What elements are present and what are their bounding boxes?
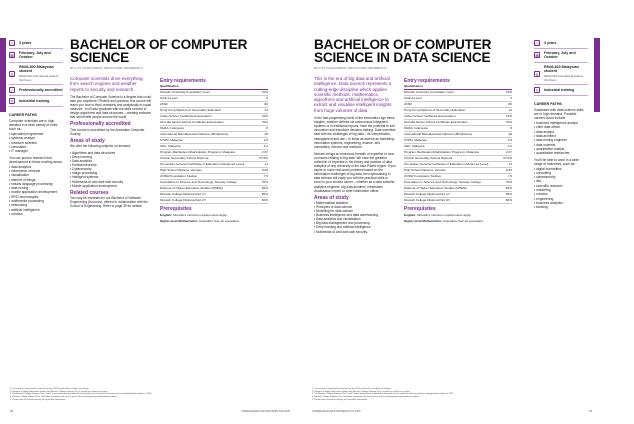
qualification-name: GCE A Level xyxy=(404,96,422,100)
qualification-score: 14 xyxy=(264,108,268,112)
course-info-sidebar xyxy=(9,38,63,218)
career-intro: Computer scientists are in high demand in a wide variety of roles, such as: xyxy=(9,118,59,132)
qualification-name: Hong Kong Diploma of Secondary Education xyxy=(160,108,222,112)
info-subvalue: RM40,640 International student (Full fees) xyxy=(19,73,59,83)
qualification-name: Monash University Foundation Year¹ xyxy=(404,90,454,94)
qualification-score: 70% xyxy=(505,114,512,118)
list-item: • Data analytics and visualisation xyxy=(314,217,396,221)
course-codes: MTU | PT | SCHOLARSHIP | CRICOS CODE: MAN4MM200 CI xyxy=(314,67,387,70)
info-value: Industrial training xyxy=(544,88,575,93)
qualification-score: 28 xyxy=(508,132,512,136)
qualification-name: Indian School Certificate Examination xyxy=(404,114,456,118)
info-value: Professionally accredited xyxy=(19,88,63,93)
qualification-name: Foundation in Science and Technology, Sunway College xyxy=(160,180,237,184)
qualification-name: STPM, Malaysia xyxy=(404,138,427,142)
course-title: BACHELOR OF COMPUTER SCIENCE xyxy=(70,37,248,65)
qualification-score: 4.2 xyxy=(507,144,512,148)
qualification-score: 2.5 xyxy=(507,138,512,142)
info-row xyxy=(9,49,63,63)
list-item: • Mathematical statistics xyxy=(314,201,396,205)
qualification-name: International Baccalaureate Diploma (IB Diploma) xyxy=(404,132,472,136)
qualification-score: 70% xyxy=(261,90,268,94)
entry-requirements-heading: Entry requirements xyxy=(404,78,450,84)
career-intro-2: You can pursue research and development in these exciting areas: xyxy=(9,155,63,164)
course-intro: Computer scientists drive everything, from search engines and weather reports to security and research. xyxy=(70,76,144,92)
info-row xyxy=(9,85,63,96)
career-list xyxy=(9,132,63,153)
qualification-name: High School Diploma, Vietnam xyxy=(160,168,202,172)
list-item: • artificial intelligence xyxy=(9,208,63,212)
prereq-maths: Higher level Mathematics: Australian Year 12 equivalent. xyxy=(404,218,484,223)
related-courses-text: You may be interested in our Bachelor of Software Engineering (Honours), offered in collaboration with the School of Engineering. Refer to page 39 for details. xyxy=(70,195,148,209)
calendar-icon: ▦ xyxy=(10,53,14,59)
qualification-score: 65% xyxy=(505,186,512,190)
footnotes xyxy=(10,388,280,402)
qualification-score: 67.5% xyxy=(503,156,512,160)
footer-title: UNDERGRADUATE PROSPECTUS 2025 xyxy=(312,410,361,413)
list-item: • Modelling for data science xyxy=(314,209,396,213)
info-row xyxy=(534,63,588,86)
list-item: • data scientist xyxy=(534,143,588,147)
footnote: 4. Monash College Diploma Part 1 provides a pathway into the first year of the corresponding undergraduate studies. xyxy=(10,396,118,399)
footnote: 1. The entrance requirements listed are for the 2025 intake and are subject to change. xyxy=(312,388,392,390)
qualification-score: 2.67 xyxy=(261,150,268,154)
qualification-name: GCE A Level xyxy=(160,96,178,100)
qualification-score: 80 xyxy=(508,102,512,106)
prereq-english: English: Monash's minimum requirements apply. xyxy=(404,212,472,217)
list-item: • research scientist xyxy=(9,141,63,145)
info-row xyxy=(534,85,588,96)
info-row xyxy=(9,63,63,86)
list-item: • Principles of data science xyxy=(314,205,396,209)
section-tab xyxy=(594,38,633,112)
list-item: • quantitative researcher. xyxy=(534,151,588,155)
list-item: • Cybersecurity xyxy=(70,167,152,171)
list-item: • Multimedia AI and dark side security xyxy=(70,180,152,184)
qualification-score: 11 xyxy=(264,162,268,166)
list-item: • visualisation xyxy=(9,173,63,177)
section-tab-label: INFORMATION TECHNOLOGY xyxy=(629,49,633,101)
list-item: • IT manager. xyxy=(9,149,63,153)
qualification-name: Monash College Diploma Part 1²³ xyxy=(160,192,206,196)
list-item: • consulting xyxy=(534,171,588,175)
section-tab xyxy=(0,38,6,112)
footer-title: UNDERGRADUATE PROSPECTUS 2025 xyxy=(241,410,290,413)
qualification-score: 11 xyxy=(508,162,512,166)
money-icon: $ xyxy=(535,71,539,77)
qualification-name: Sri Lankan General Certificate of Education (Advanced Level) xyxy=(160,162,245,166)
qualification-name: Program Matrikulasi (Matrikulation Program), Malaysia xyxy=(404,150,479,154)
qualification-score: 7.5 xyxy=(263,174,268,178)
qualification-score: 65% xyxy=(261,192,268,196)
qualification-score: 28 xyxy=(264,132,268,136)
body-paragraph: The Bachelor of Computer Science is a degree that could take you anywhere. Flexible and practical, this course will teach you how to think creatively and analytically to equal measure. You'll also graduate with the skills needed to design algorithms and data structures – creating software that will benefit people around the world. xyxy=(70,94,151,120)
qualification-name: ATAR xyxy=(404,102,412,106)
info-text xyxy=(19,51,63,60)
qualification-score: 70% xyxy=(505,90,512,94)
info-row xyxy=(9,38,63,49)
right-page xyxy=(300,0,633,424)
table-row xyxy=(160,198,268,204)
info-subvalue: RM40,640 International student (Full fees) xyxy=(544,73,584,83)
qualification-score: 8.25 xyxy=(261,168,268,172)
info-text xyxy=(544,51,588,60)
footnote: 1. The entrance requirements listed are for the 2025 intake and are subject to change. xyxy=(10,388,90,390)
list-item: • quantitative analyst xyxy=(534,147,588,151)
badge-icon: ✓ xyxy=(10,88,14,94)
qualification-name: Program Matrikulasi (Matrikulation Program), Malaysia xyxy=(160,150,235,154)
areas-of-study-intro: We offer the following subjects on demand: xyxy=(70,143,131,148)
course-main xyxy=(314,38,524,234)
info-text xyxy=(19,65,63,83)
footnotes xyxy=(312,388,582,402)
qualification-name: SMA3, Indonesia xyxy=(160,126,184,130)
qualification-score: 80 xyxy=(264,102,268,106)
entry-requirements xyxy=(404,76,512,234)
money-icon: $ xyxy=(10,71,14,77)
list-item: • digital humanities xyxy=(534,167,588,171)
career-list-2 xyxy=(534,167,588,210)
list-item: • data mining xyxy=(9,186,63,190)
entry-requirements xyxy=(160,76,268,223)
qualification-name: All India Senior School Certificate Examination xyxy=(160,120,224,124)
qualification-score: 14 xyxy=(508,108,512,112)
footnote: 5. Please refer to monash.edu.my for up-to-date information. xyxy=(10,398,66,401)
list-item: • consultant xyxy=(9,145,63,149)
course-main xyxy=(70,38,280,223)
qualification-name: International Baccalaureate Diploma (IB Diploma) xyxy=(160,132,228,136)
qualification-score: 2.67 xyxy=(505,150,512,154)
info-text xyxy=(544,65,588,83)
info-value: RM46,820 Malaysian student xyxy=(544,64,579,74)
list-item: • marketing xyxy=(534,188,588,192)
list-item: • specialist programmer xyxy=(9,132,63,136)
accreditation-text: This course is accredited by the Australian Computer Society. xyxy=(70,127,145,136)
list-item: • Multimedia AI and dark side security. xyxy=(314,230,396,234)
training-icon: ✎ xyxy=(535,88,539,94)
list-item: • systems analyst xyxy=(9,136,63,140)
qualification-score: 8 xyxy=(266,126,268,130)
qualification-score: 65% xyxy=(505,192,512,196)
list-item: • chief data officer xyxy=(534,125,588,129)
left-page xyxy=(0,0,300,424)
info-value: February, July and October xyxy=(544,51,576,60)
qualification-name: Monash University Foundation Year¹ xyxy=(160,90,210,94)
prereq-maths: Higher level Mathematics: Australian Year 12 equivalent. xyxy=(160,218,240,223)
list-item: • information retrieval xyxy=(9,169,63,173)
qualification-score: 67.5% xyxy=(259,156,268,160)
entry-table-header: Qualification xyxy=(404,84,512,90)
prereq-english: English: Monash's minimum requirements apply. xyxy=(160,212,228,217)
related-courses-heading: Related courses xyxy=(70,189,109,196)
list-item: • Business intelligence and data warehousing xyxy=(314,213,396,217)
qualification-name: UNSW Foundation Studies xyxy=(160,174,197,178)
course-title: BACHELOR OF COMPUTER SCIENCE IN DATA SCIENCE xyxy=(314,37,492,65)
areas-of-study-list xyxy=(314,201,396,234)
footnote: 3. The Monash College Diploma Part 1 and 2 entry requirements published in this guide are for students commencing their undergraduate studies in 2025. xyxy=(10,393,152,396)
body-paragraph: In the fast-progressing world of the information age these insights, whether defined via autonomous integrated systems or in traditional reports, have the potential to fuel innovation and transform decision-making. Data scientists deal with the challenges of big data – its interpretation, management and use – in fields as diverse as marketing, information systems, engineering, finance, arts, humanities, science and medicine. xyxy=(314,116,396,149)
info-value: 3 years xyxy=(544,40,557,45)
info-value: February, July and October xyxy=(19,51,51,60)
list-item: • Data analytics xyxy=(70,159,152,163)
info-value: Industrial training xyxy=(19,99,50,104)
accreditation-heading: Professionally accredited xyxy=(70,121,131,128)
training-icon: ✎ xyxy=(10,99,14,105)
entry-requirements-heading: Entry requirements xyxy=(160,78,206,84)
list-item: • robotics. xyxy=(9,212,63,216)
list-item: • Big data management and processing xyxy=(314,221,396,225)
course-info-sidebar xyxy=(534,38,588,212)
qualification-score: 7.5 xyxy=(507,174,512,178)
qualification-name: Indian School Certificate Examination xyxy=(160,114,212,118)
qualification-name: Sri Lankan General Certificate of Education (Advanced Level) xyxy=(404,162,489,166)
calendar-icon: ▦ xyxy=(535,53,539,59)
qualification-score: 70% xyxy=(261,180,268,184)
prerequisites-heading: Prerequisites xyxy=(404,205,436,212)
list-item: • data architect xyxy=(534,134,588,138)
page-number: 39 xyxy=(589,410,592,413)
page-number: 38 xyxy=(10,410,13,413)
qualification-name: Ontario Secondary School Diploma xyxy=(160,156,209,160)
qualification-score: 8 xyxy=(510,126,512,130)
list-item: • Algorithms and data structures xyxy=(70,151,152,155)
list-item: • data mining engineer xyxy=(534,138,588,142)
qualification-name: UNSW Foundation Studies xyxy=(404,174,441,178)
body-paragraph: Monash brings an enormous breadth of expertise to bear on issues relating to big data. We have the greatest collection of expertise in the theory and practice of data analytics of any university in the Asia-Pacific region. If you aspire to solve real-world problems based on the information challenges of big data, then specialising in data science will equip you with the practical skills to excel in your chosen career – whether as a data scientist, analytics engineer, big data architect, information visualisation expert or chief information officer. xyxy=(314,151,396,193)
list-item: • business intelligence analyst xyxy=(534,121,588,125)
qualification-name: Monash College Diploma Part 1²³ xyxy=(404,192,450,196)
page-footer xyxy=(10,410,290,413)
qualification-name: UEC, Malaysia xyxy=(404,144,425,148)
qualification-name: Monash College Diploma Part 2²³ xyxy=(404,198,450,202)
list-item: • mobile application development xyxy=(9,190,63,194)
qualification-name: STPM, Malaysia xyxy=(160,138,183,142)
list-item: • internet of things xyxy=(9,178,63,182)
areas-of-study-heading: Areas of study xyxy=(70,137,105,144)
course-intro: This is the era of big data and artificial intelligence. Data science represents a cutting-edge discipline which applies scientific methods, mathematics, algorithms and artificial intelligence to extract and visualise intelligent insights from huge volumes of data. xyxy=(314,76,392,113)
qualification-score: 70% xyxy=(505,120,512,124)
career-paths xyxy=(534,102,588,209)
footnote: 2. Diploma of Higher Education Studies and Monash College Diploma Part 1 results are subject to change. xyxy=(312,390,410,393)
qualification-name: Diploma of Higher Education Studies (DHES)² xyxy=(160,186,224,190)
list-item: • Image processing xyxy=(70,171,152,175)
list-item: • Deep learning xyxy=(70,155,152,159)
qualification-score: 70% xyxy=(261,120,268,124)
qualification-name: Foundation in Science and Technology, Sunway College xyxy=(404,180,481,184)
qualification-score: 2.5 xyxy=(263,138,268,142)
info-value: 3 years xyxy=(19,40,32,45)
areas-of-study-list xyxy=(70,151,152,188)
qualification-name: Diploma of Higher Education Studies (DHES)² xyxy=(404,186,468,190)
info-row xyxy=(534,49,588,63)
career-paths-title: CAREER PATHS xyxy=(534,102,562,107)
info-value: RM46,800 Malaysian student xyxy=(19,64,54,74)
info-text xyxy=(544,88,574,92)
list-item: • multimedia processing xyxy=(9,199,63,203)
qualification-score: 6 xyxy=(266,96,268,100)
footnote: 3. The Monash College Diploma Part 1 and 2 entry requirements published in this guide are for students commencing their undergraduate studies in 2025. xyxy=(312,393,454,396)
list-item: • Mobile application development. xyxy=(70,184,152,188)
page-footer xyxy=(312,410,592,413)
entry-table-header: Qualification xyxy=(160,84,268,90)
info-row xyxy=(534,38,588,49)
qualification-score: 60% xyxy=(505,198,512,202)
list-item: • Intelligent systems xyxy=(70,175,152,179)
qualification-name: Hong Kong Diploma of Secondary Education xyxy=(404,108,466,112)
info-text xyxy=(19,99,49,103)
list-item: • engineering xyxy=(534,197,588,201)
prerequisites-heading: Prerequisites xyxy=(160,205,192,212)
footnote: 4. Monash College Diploma Part 1 provides a pathway into the first year of the corresponding undergraduate studies. xyxy=(312,396,420,399)
qualification-score: 65% xyxy=(261,186,268,190)
list-item: • networking xyxy=(9,203,63,207)
list-item: • banking. xyxy=(534,205,588,209)
qualification-score: 4.2 xyxy=(263,144,268,148)
career-paths xyxy=(9,113,63,216)
career-intro-2: You'll be able to work in a wide range of industries, such as: xyxy=(534,157,579,166)
list-item: • law xyxy=(534,179,588,183)
course-codes: MTU | PT | SCHOLARSHIP | CRICOS CODE: MAN4MM200 CI xyxy=(70,67,143,70)
info-text xyxy=(19,41,31,45)
career-paths-title: CAREER PATHS xyxy=(9,113,37,118)
career-list xyxy=(534,121,588,155)
career-list-2 xyxy=(9,165,63,217)
footnote: 2. Diploma of Higher Education Studies and Monash College Diploma Part 1 results are subject to change. xyxy=(10,390,108,393)
list-item: • natural language processing xyxy=(9,182,63,186)
list-item: • robotics xyxy=(534,192,588,196)
career-intro: Graduates with data science skills are in high demand. Possible careers could include: xyxy=(534,107,584,121)
qualification-score: 6 xyxy=(510,96,512,100)
qualification-name: All India Senior School Certificate Examination xyxy=(404,120,468,124)
qualification-name: Monash College Diploma Part 2²³ xyxy=(160,198,206,202)
list-item: • business analytics xyxy=(534,201,588,205)
qualification-name: High School Diploma, Vietnam xyxy=(404,168,446,172)
list-item: • scientific research xyxy=(534,184,588,188)
qualification-name: UEC, Malaysia xyxy=(160,144,181,148)
course-description xyxy=(314,76,396,234)
table-row xyxy=(404,198,512,204)
list-item: • data analytics xyxy=(9,165,63,169)
info-text xyxy=(19,88,63,92)
qualification-score: 8.25 xyxy=(505,168,512,172)
qualification-name: ATAR xyxy=(160,102,168,106)
info-text xyxy=(544,41,556,45)
qualification-score: 70% xyxy=(505,180,512,184)
qualification-score: 70% xyxy=(261,114,268,118)
list-item: • cybersecurity xyxy=(534,175,588,179)
qualification-score: 60% xyxy=(261,198,268,202)
list-item: • RFID technologies xyxy=(9,195,63,199)
info-row xyxy=(9,96,63,107)
areas-of-study-heading: Areas of study xyxy=(314,194,349,201)
list-item: • data analyst xyxy=(534,130,588,134)
qualification-name: Ontario Secondary School Diploma xyxy=(404,156,453,160)
footnote: 5. Please refer to monash.edu.my for up-to-date information. xyxy=(312,398,368,401)
clock-icon: ◷ xyxy=(10,41,14,46)
qualification-name: SMA3, Indonesia xyxy=(404,126,428,130)
clock-icon: ◷ xyxy=(535,41,539,46)
list-item: • Deep learning and artificial intelligence xyxy=(314,225,396,229)
course-description xyxy=(70,76,152,223)
list-item: • Entrepreneurship xyxy=(70,163,152,167)
